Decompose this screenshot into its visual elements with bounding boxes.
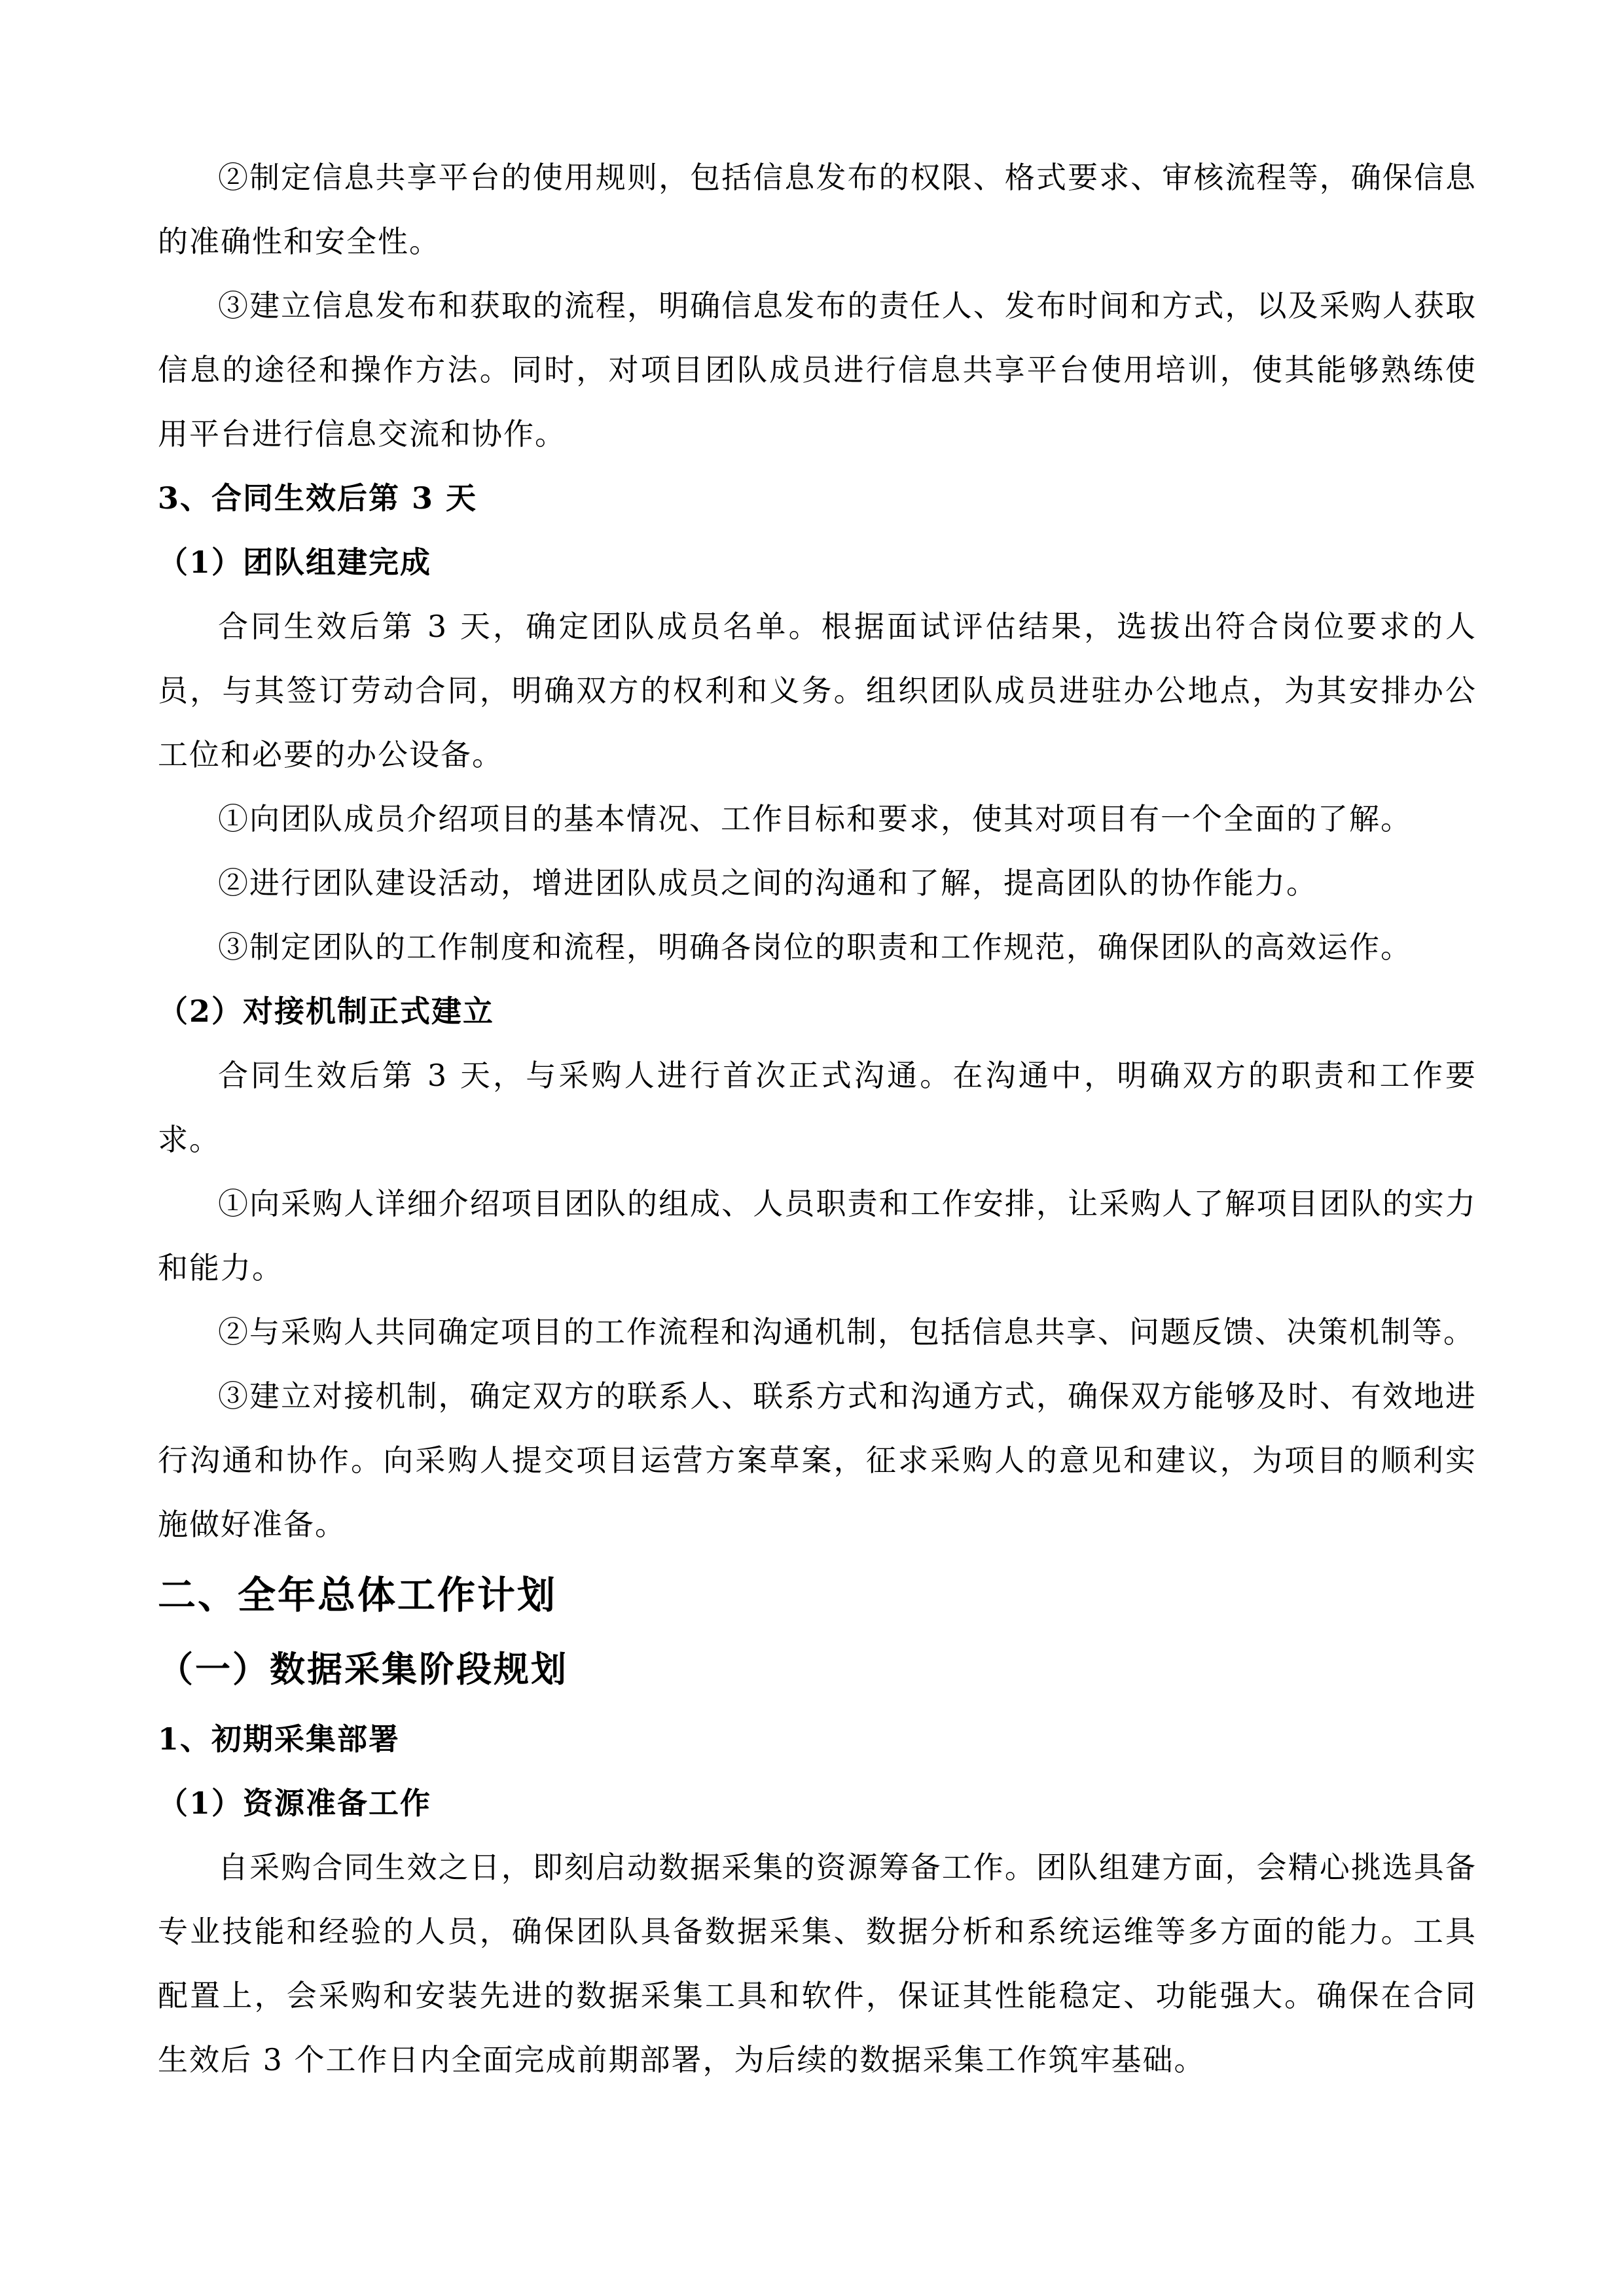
item-heading: 1、初期采集部署 [158, 1721, 401, 1757]
paragraph: ②与采购人共同确定项目的工作流程和沟通机制，包括信息共享、问题反馈、决策机制等。 [218, 1314, 1475, 1350]
paragraph: ①向团队成员介绍项目的基本情况、工作目标和要求，使其对项目有一个全面的了解。 [218, 801, 1412, 836]
paragraph: 合同生效后第 3 天，确定团队成员名单。根据面试评估结果，选拔出符合岗位要求的人员，与其签订劳动合同，明确双方的权利和义务。组织团队成员进驻办公地点，为其安排办公工位和必要的办公设备。 [158, 609, 1477, 772]
paragraph: 自采购合同生效之日，即刻启动数据采集的资源筹备工作。团队组建方面，会精心挑选具备专业技能和经验的人员，确保团队具备数据采集、数据分析和系统运维等多方面的能力。工具配置上，会采购和安装先进的数据采集工具和软件，保证其性能稳定、功能强大。确保在合同生效后 3 个工作日内全面完成前期部署，为后续的数据采集工作筑牢基础。 [158, 1850, 1477, 2077]
section-heading: 二、全年总体工作计划 [158, 1573, 558, 1617]
subitem-heading: （1）资源准备工作 [158, 1785, 432, 1821]
paragraph: ③建立信息发布和获取的流程，明确信息发布的责任人、发布时间和方式，以及采购人获取信息的途径和操作方法。同时，对项目团队成员进行信息共享平台使用培训，使其能够熟练使用平台进行信息交流和协作。 [158, 288, 1477, 452]
paragraph: ①向采购人详细介绍项目团队的组成、人员职责和工作安排，让采购人了解项目团队的实力和能力。 [158, 1186, 1477, 1285]
paragraph: ③建立对接机制，确定双方的联系人、联系方式和沟通方式，确保双方能够及时、有效地进行沟通和协作。向采购人提交项目运营方案草案，征求采购人的意见和建议，为项目的顺利实施做好准备。 [158, 1378, 1477, 1542]
paragraph: ③制定团队的工作制度和流程，明确各岗位的职责和工作规范，确保团队的高效运作。 [218, 929, 1412, 965]
document-page [158, 145, 1477, 2092]
subsection-heading: （一）数据采集阶段规划 [158, 1648, 568, 1690]
subitem-heading: （1）团队组建完成 [158, 545, 432, 580]
item-heading: 3、合同生效后第 3 天 [158, 480, 478, 516]
paragraph: 合同生效后第 3 天，与采购人进行首次正式沟通。在沟通中，明确双方的职责和工作要求。 [158, 1058, 1477, 1157]
subitem-heading: （2）对接机制正式建立 [158, 994, 495, 1029]
paragraph: ②进行团队建设活动，增进团队成员之间的沟通和了解，提高团队的协作能力。 [218, 865, 1318, 901]
paragraph: ②制定信息共享平台的使用规则，包括信息发布的权限、格式要求、审核流程等，确保信息的准确性和安全性。 [158, 160, 1477, 259]
